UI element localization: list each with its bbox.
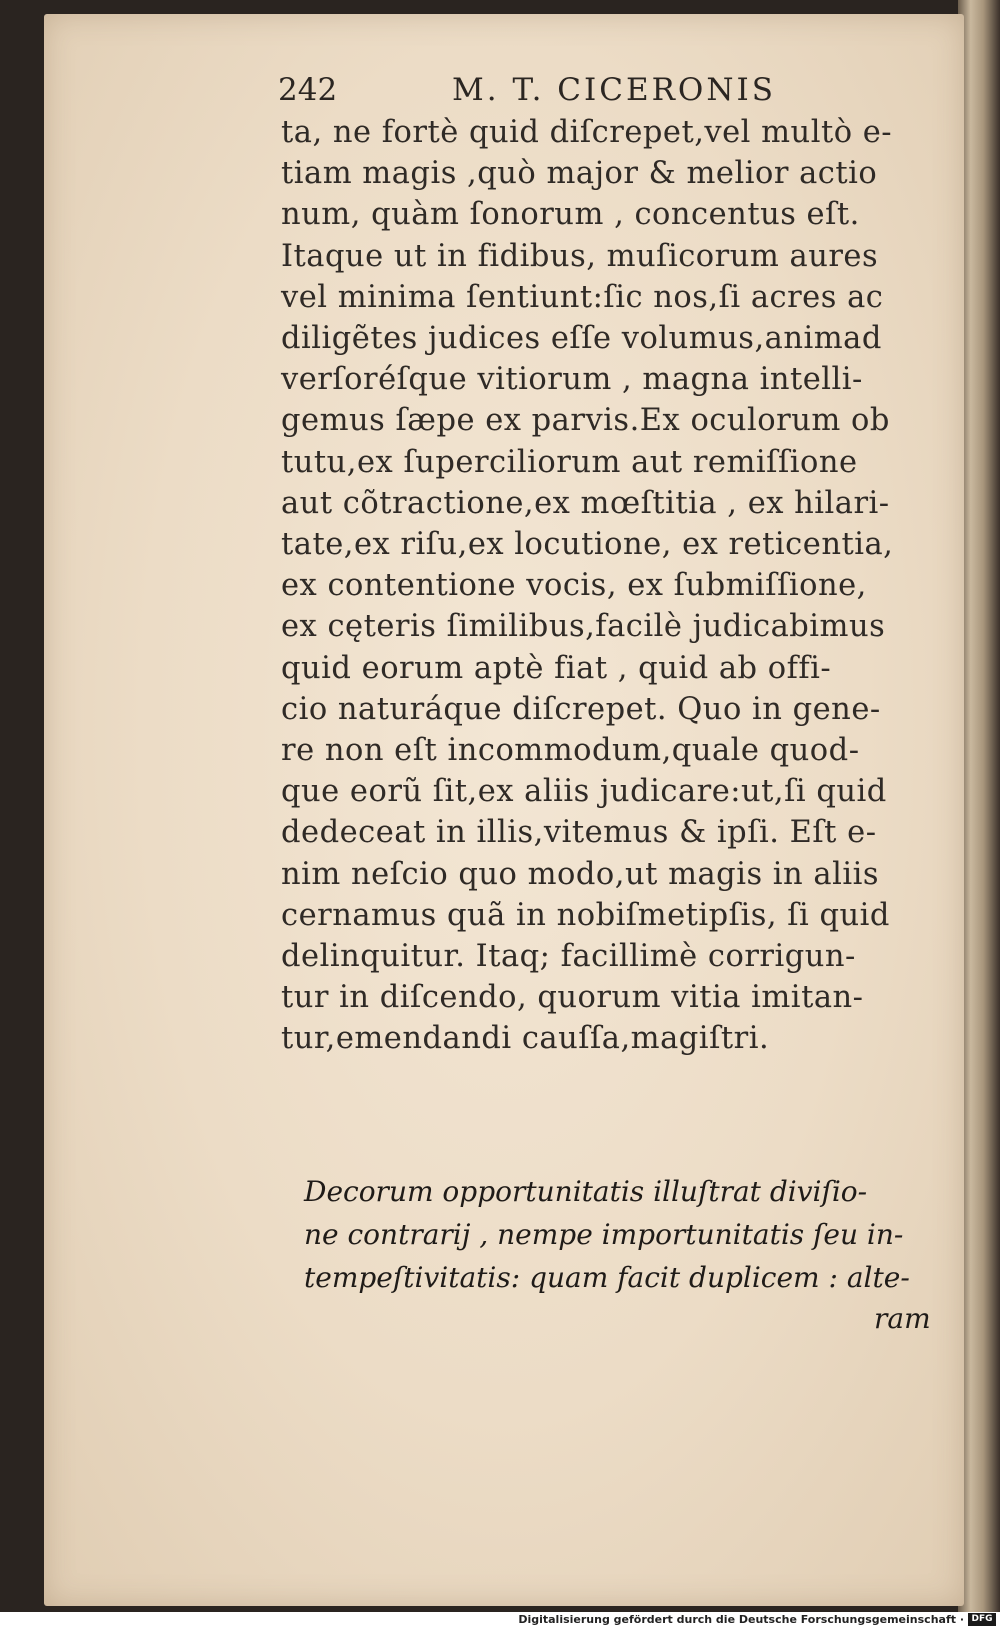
text-line: cernamus quã in nobiſmetipſis, ſi quid [281,897,890,933]
text-line: aut cõtractione,ex mœſtitia , ex hilari- [281,485,890,521]
catchword: ram [874,1302,931,1335]
note-line: tempeſtivitatis: quam facit duplicem : alte- [304,1261,910,1294]
footer-bar [0,1612,1000,1629]
text-line: nim neſcio quo modo,ut magis in aliis [281,856,879,892]
text-line: Itaque ut in fidibus, muſicorum aures [281,238,879,274]
text-line: gemus ſæpe ex parvis.Ex oculorum ob [281,403,890,439]
text-line: dedeceat in illis,vitemus & ipſi. Eſt e- [281,815,877,851]
text-line: tutu,ex ſuperciliorum aut remiſſione [281,444,858,480]
text-line: quid eorum aptè fiat , quid ab offi- [281,650,832,686]
text-line: cio naturáque diſcrepet. Quo in gene- [281,691,881,727]
page-edge [958,0,1000,1612]
text-line: vel minima ſentiunt:ſic nos,ſi acres ac [281,279,884,315]
text-line: tate,ex riſu,ex locutione, ex reticentia, [281,527,894,563]
dfg-logo-icon: DFG [968,1613,996,1626]
text-line: ta, ne fortè quid diſcrepet,vel multò e- [281,115,893,150]
text-line: diligẽtes judices eſſe volumus,animad [281,321,882,357]
text-line: verſoréſque vitiorum , magna intelli- [281,362,863,398]
funding-credit: Digitalisierung gefördert durch die Deutsche Forschungsgemeinschaft · [518,1613,964,1626]
text-line: ex cęteris ſimilibus,facilè judicabimus [281,609,886,645]
text-line: re non eſt incommodum,quale quod- [281,733,860,769]
text-line: tur in diſcendo, quorum vitia imitan- [281,980,864,1016]
running-title: M. T. CICERONIS [452,72,776,108]
text-line: tiam magis ,quò major & melior actio [281,156,878,192]
text-line: que eorũ ſit,ex aliis judicare:ut,ſi quid [281,774,887,810]
text-line: num, quàm ſonorum , concentus eſt. [281,197,860,233]
text-line: tur,emendandi cauſſa,magiſtri. [281,1021,770,1057]
text-line: delinquitur. Itaq; facillimè corrigun- [281,939,856,975]
note-line: ne contrarij , nempe importunitatis ſeu in- [304,1218,904,1251]
text-line: ex contentione vocis, ex ſubmiſſione, [281,568,867,604]
page-number: 242 [278,72,338,108]
note-line: Decorum opportunitatis illuſtrat diviſio- [304,1175,868,1208]
marginal-note [304,1170,934,1299]
body-text [281,112,933,1060]
